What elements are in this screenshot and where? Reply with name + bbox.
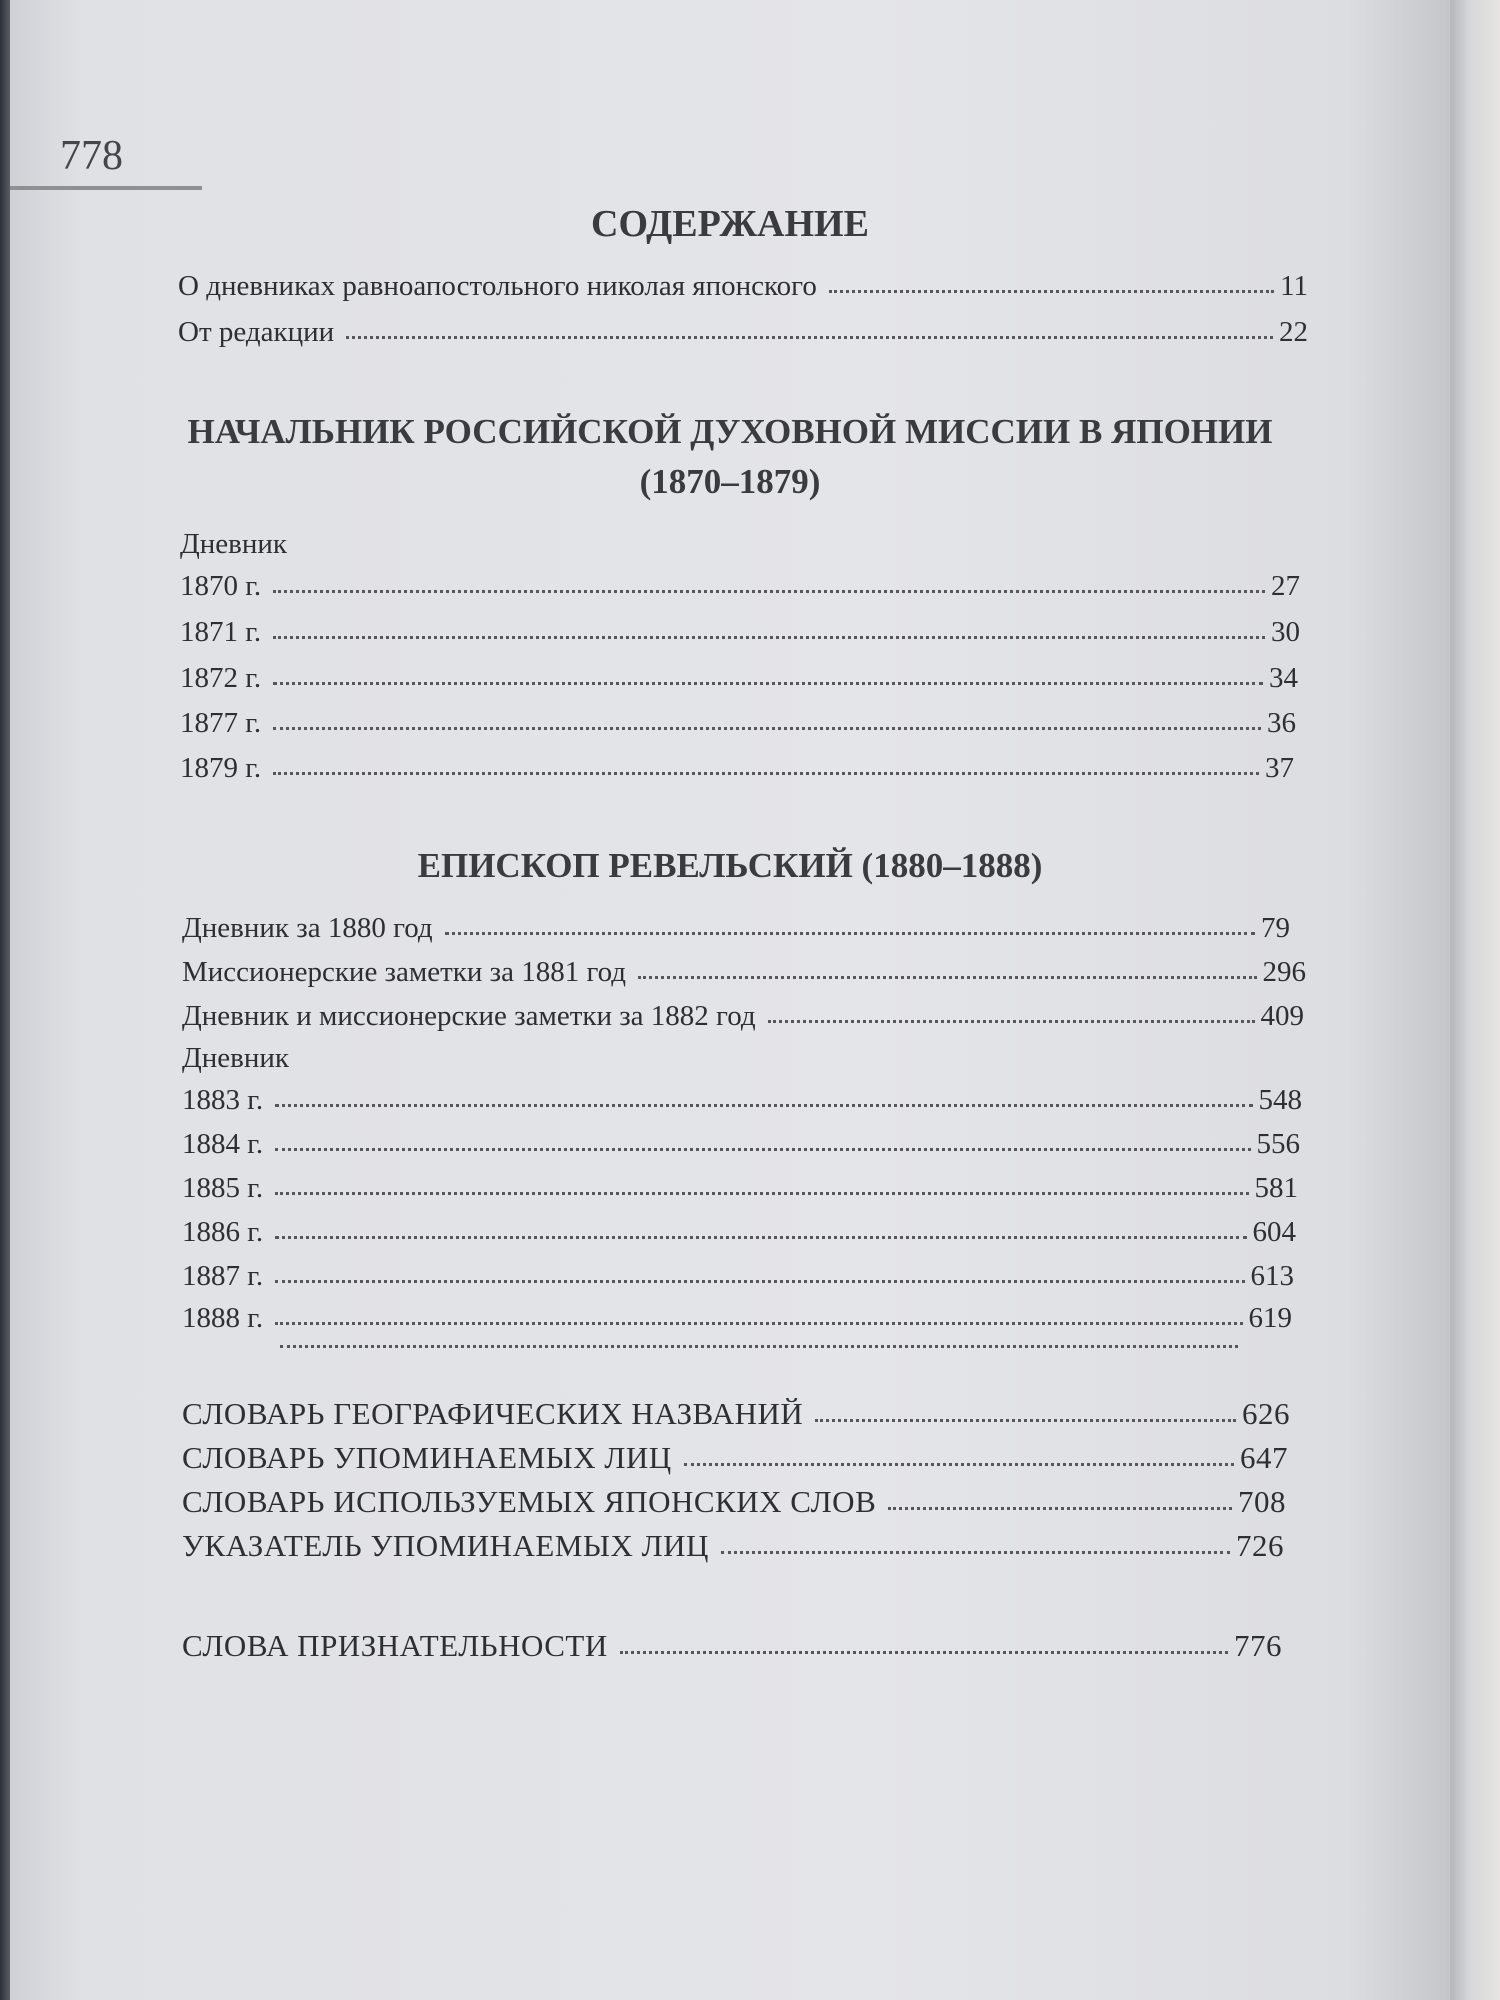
toc-entry xyxy=(182,1260,1294,1293)
toc-entry xyxy=(182,1440,1288,1476)
toc-entry-label: Миссионерские заметки за 1881 год xyxy=(182,956,627,988)
page-title: СОДЕРЖАНИЕ xyxy=(591,203,869,245)
toc-entry-page: 581 xyxy=(1254,1172,1298,1204)
dot-leader xyxy=(273,590,1265,593)
toc-entry-label: 1870 г. xyxy=(180,570,262,602)
toc-entry-label: 1884 г. xyxy=(182,1128,264,1160)
dot-leader xyxy=(275,1236,1246,1239)
toc-entry-label: 1887 г. xyxy=(182,1260,264,1292)
toc-entry xyxy=(182,1484,1286,1520)
dot-leader xyxy=(445,932,1255,935)
toc-entry-page: 22 xyxy=(1279,316,1308,348)
toc-entry-page: 79 xyxy=(1261,912,1290,944)
toc-entry xyxy=(182,1128,1300,1161)
dot-leader xyxy=(275,1104,1252,1107)
dot-leader xyxy=(888,1507,1232,1510)
toc-entry xyxy=(180,707,1296,740)
toc-entry-page: 626 xyxy=(1242,1396,1290,1431)
toc-entry-page: 36 xyxy=(1267,707,1296,739)
dot-leader xyxy=(684,1463,1234,1466)
toc-entry-label: От редакции xyxy=(178,316,335,348)
toc-entry-label: СЛОВА ПРИЗНАТЕЛЬНОСТИ xyxy=(182,1628,608,1663)
toc-entry-label: СЛОВАРЬ УПОМИНАЕМЫХ ЛИЦ xyxy=(182,1440,672,1475)
toc-entry xyxy=(182,1172,1298,1205)
toc-entry-label: 1885 г. xyxy=(182,1172,264,1204)
toc-entry xyxy=(178,316,1308,349)
toc-entry-page: 296 xyxy=(1262,956,1306,988)
toc-entry-label: 1877 г. xyxy=(180,707,262,739)
dot-leader xyxy=(273,727,1261,730)
toc-entry-page: 11 xyxy=(1280,270,1308,302)
dot-leader xyxy=(346,336,1273,339)
dot-leader xyxy=(275,1192,1248,1195)
toc-entry-page: 409 xyxy=(1260,1000,1304,1032)
section-years: (1870–1879) xyxy=(639,462,821,501)
toc-entry-label: 1886 г. xyxy=(182,1216,264,1248)
header-rule xyxy=(10,186,202,190)
toc-entry-label: О дневниках равноапостольного николая японского xyxy=(178,270,817,302)
toc-entry xyxy=(180,616,1300,649)
toc-entry-label: 1888 г. xyxy=(182,1302,264,1334)
dot-leader xyxy=(273,772,1259,775)
toc-entry-page: 556 xyxy=(1256,1128,1300,1160)
dot-leader xyxy=(275,1148,1250,1151)
dot-leader xyxy=(638,976,1256,979)
section-heading: НАЧАЛЬНИК РОССИЙСКОЙ ДУХОВНОЙ МИССИИ В ЯПОНИИ xyxy=(187,412,1273,451)
toc-entry-page: 708 xyxy=(1238,1484,1286,1519)
section-heading: ЕПИСКОП РЕВЕЛЬСКИЙ (1880–1888) xyxy=(417,846,1043,885)
toc-entry xyxy=(180,752,1294,785)
toc-entry-label: 1871 г. xyxy=(180,616,262,648)
toc-entry-page: 34 xyxy=(1269,662,1298,694)
toc-entry xyxy=(182,1628,1282,1664)
toc-entry-page: 647 xyxy=(1240,1440,1288,1475)
toc-entry-label: Дневник и миссионерские заметки за 1882 год xyxy=(182,1000,756,1032)
dot-leader xyxy=(275,1280,1244,1283)
toc-entry-page: 726 xyxy=(1236,1528,1284,1563)
dot-leader xyxy=(275,1322,1242,1325)
toc-entry-label: УКАЗАТЕЛЬ УПОМИНАЕМЫХ ЛИЦ xyxy=(182,1528,709,1563)
toc-entry xyxy=(182,1396,1290,1432)
toc-entry-label: 1872 г. xyxy=(180,662,262,694)
toc-entry-page: 37 xyxy=(1265,752,1294,784)
toc-entry xyxy=(182,1084,1302,1117)
toc-entry xyxy=(180,570,1300,603)
toc-entry xyxy=(182,1528,1284,1564)
toc-entry-page: 619 xyxy=(1248,1302,1292,1334)
dot-leader xyxy=(815,1419,1236,1422)
group-label: Дневник xyxy=(182,1042,289,1074)
toc-entry xyxy=(178,270,1308,303)
toc-entry xyxy=(182,1000,1304,1033)
toc-entry-page: 548 xyxy=(1258,1084,1302,1116)
toc-entry-page: 776 xyxy=(1234,1628,1282,1663)
dot-leader xyxy=(829,290,1274,293)
book-spine-shadow xyxy=(0,0,10,2000)
toc-entry-page: 30 xyxy=(1271,616,1300,648)
dot-leader xyxy=(273,682,1263,685)
dot-leader xyxy=(768,1020,1255,1023)
toc-entry-page: 613 xyxy=(1250,1260,1294,1292)
book-page xyxy=(10,0,1450,2000)
toc-entry-label: СЛОВАРЬ ИСПОЛЬЗУЕМЫХ ЯПОНСКИХ СЛОВ xyxy=(182,1484,877,1519)
dot-leader xyxy=(280,1345,1238,1348)
toc-entry-page: 604 xyxy=(1252,1216,1296,1248)
toc-entry-label: 1883 г. xyxy=(182,1084,264,1116)
toc-entry xyxy=(182,1302,1292,1335)
toc-entry-label: 1879 г. xyxy=(180,752,262,784)
dot-leader xyxy=(620,1651,1228,1654)
toc-entry-page: 27 xyxy=(1271,570,1300,602)
page-right-edge xyxy=(1450,0,1500,2000)
toc-entry xyxy=(182,956,1306,989)
toc-entry xyxy=(182,1216,1296,1249)
toc-entry xyxy=(182,912,1290,945)
toc-entry xyxy=(180,662,1298,695)
page-number: 778 xyxy=(60,133,123,179)
dot-leader xyxy=(721,1551,1230,1554)
toc-entry-label: СЛОВАРЬ ГЕОГРАФИЧЕСКИХ НАЗВАНИЙ xyxy=(182,1396,804,1431)
group-label: Дневник xyxy=(180,528,287,560)
toc-entry-label: Дневник за 1880 год xyxy=(182,912,433,944)
dot-leader xyxy=(273,636,1265,639)
